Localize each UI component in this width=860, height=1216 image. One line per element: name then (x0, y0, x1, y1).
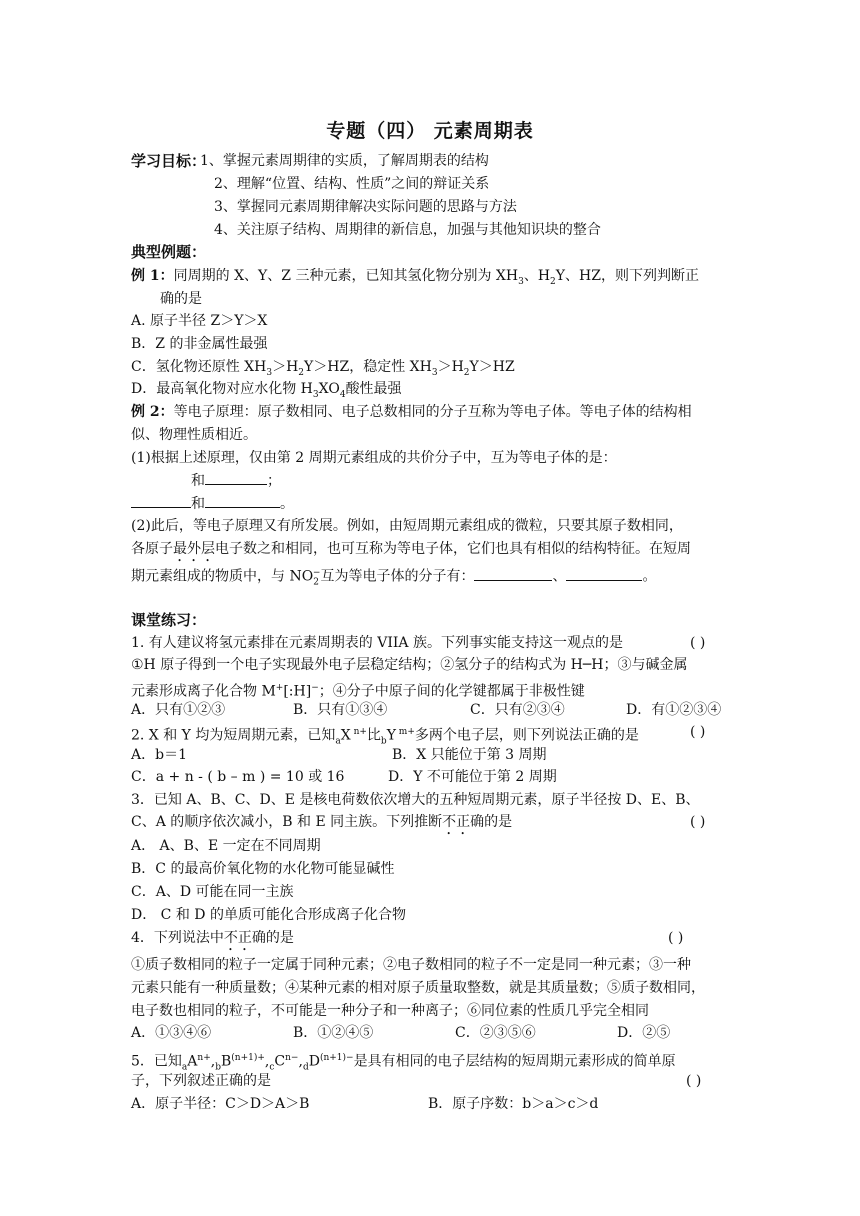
example-1-stem-cont: 确的是 (160, 291, 202, 307)
question-4-line2: 元素只能有一种质量数；④某种元素的相对原子质量取整数，就是其质量数；⑤质子数相同， (131, 980, 705, 996)
example-2-part-1: (1)根据上述原理，仅由第 2 周期元素组成的共价分子中，互为等电子体的是： (131, 450, 617, 466)
question-3-stem-cont: C、A 的顺序依次减小，B 和 E 同主族。下列推断不正确的是 (131, 814, 513, 830)
examples-heading: 典型例题： (131, 243, 207, 261)
question-4-answer-paren[interactable]: ( ) (668, 930, 684, 946)
example-1-option-a: A. 原子半径 Z＞Y＞X (131, 313, 268, 329)
answer-blank[interactable] (131, 493, 191, 508)
question-5-option-a: A．原子半径：C＞D＞A＞B (131, 1096, 310, 1112)
question-1-option-c: C．只有②③④ (470, 702, 565, 718)
example-1-stem: 例 1：同周期的 X、Y、Z 三种元素，已知其氢化物分别为 $XH_3$、$H_2Y$、HZ，则下列判断正 (131, 268, 699, 287)
example-2-stem: 例 2：等电子原理：原子数相同、电子总数相同的分子互称为等电子体。等电子体的结构相 (131, 404, 692, 420)
question-5-stem: 5．已知$_aA^{n+},_bB^{(n+1)+},_cC^{n-},_dD^{(n+1)-}$是具有相同的电子层结构的短周期元素形成的简单原 (131, 1053, 676, 1073)
question-4-option-d: D．②⑤ (617, 1025, 671, 1041)
answer-blank[interactable] (205, 493, 280, 508)
question-3-option-a: A． A、B、E 一定在不同周期 (131, 838, 321, 854)
question-4-line1: ①质子数相同的粒子一定属于同种元素；②电子数相同的粒子不一定是同一种元素；③一种 (131, 957, 691, 973)
answer-blank[interactable] (474, 566, 552, 581)
question-1-line2: ①H 原子得到一个电子实现最外电子层稳定结构；②氢分子的结构式为 H─H；③与碱金属 (131, 657, 688, 673)
question-3-option-d: D． C 和 D 的单质可能化合形成离子化合物 (131, 907, 406, 923)
example-1-option-c: C．氢化物还原性 $XH_3>H_2Y>HZ$，稳定性 $XH_3>H_2Y>HZ$ (131, 359, 515, 378)
example-2-part-1-blanks-a: 和 ； (191, 470, 281, 491)
question-4-option-a: A．①③④⑥ (131, 1025, 212, 1041)
example-2-part-2: (2)此后，等电子原理又有所发展。例如，由短周期元素组成的微粒，只要其原子数相同， (131, 518, 683, 534)
example-1-option-b: B．Z 的非金属性最强 (131, 336, 268, 352)
example-2-part-1-blanks-b: 和 。 (131, 493, 294, 514)
question-5-stem-cont: 子，下列叙述正确的是 (131, 1073, 271, 1089)
question-4-option-b: B．①②④⑤ (293, 1025, 374, 1041)
question-2-answer-paren[interactable]: ( ) (690, 724, 706, 740)
page-title: 专题（四） 元素周期表 (326, 120, 534, 142)
example-2-part-2-line2: 各原子最外层电子数之和相同，也可互称为等电子体，它们也具有相似的结构特征。在短周 (131, 541, 691, 557)
question-1-answer-paren[interactable]: ( ) (690, 635, 706, 651)
question-1-option-b: B．只有①③④ (293, 702, 388, 718)
question-3-option-b: B．C 的最高价氧化物的水化物可能显碱性 (131, 861, 395, 877)
question-2-option-c: C．a + n - ( b – m ) = 10 或 16 (131, 769, 345, 785)
question-4-stem: 4．下列说法中不正确的是 (131, 930, 294, 946)
question-2-stem: 2. X 和 Y 均为短周期元素，已知$_a$X $^{n+}$比$_b$Y $^{m+}$多两个电子层，则下列说法正确的是 (131, 727, 639, 747)
example-2-label: 例 2： (131, 404, 174, 420)
goals-label: 学习目标： (131, 152, 207, 170)
example-2-part-2-line3: 期元素组成的物质中，与 $NO_2^-$互为等电子体的分子有： 、 。 (131, 563, 656, 592)
question-1-option-d: D．有①②③④ (626, 702, 722, 718)
question-5-option-b: B．原子序数：b＞a＞c＞d (428, 1096, 599, 1112)
question-1-option-a: A．只有①②③ (131, 702, 226, 718)
example-1-option-d: D．最高氧化物对应水化物 $H_3XO_4$酸性最强 (131, 381, 402, 400)
question-1-stem: 1. 有人建议将氢元素排在元素周期表的 VIIA 族。下列事实能支持这一观点的是 (131, 635, 623, 651)
goal-item-3: 3、掌握同元素周期律解决实际问题的思路与方法 (214, 199, 517, 215)
goal-item-4: 4、关注原子结构、周期律的新信息，加强与其他知识块的整合 (214, 222, 601, 238)
answer-blank[interactable] (566, 566, 642, 581)
question-3-answer-paren[interactable]: ( ) (690, 814, 706, 830)
goal-item-2: 2、理解“位置、结构、性质”之间的辩证关系 (214, 176, 490, 192)
question-2-option-a: A．b＝1 (131, 747, 187, 763)
example-1-label: 例 1： (131, 268, 174, 284)
question-1-line3: 元素形成离子化合物 M+[:H]−；④分子中原子间的化学键都属于非极性键 (131, 683, 585, 700)
answer-blank[interactable] (205, 470, 267, 485)
practice-heading: 课堂练习： (131, 611, 207, 629)
question-3-option-c: C．A、D 可能在同一主族 (131, 884, 294, 900)
question-3-stem: 3．已知 A、B、C、D、E 是核电荷数依次增大的五种短周期元素，原子半径按 D、E、B、 (131, 792, 700, 808)
goal-item-1: 1、掌握元素周期律的实质，了解周期表的结构 (200, 153, 489, 169)
example-2-stem-cont: 似、物理性质相近。 (131, 427, 257, 443)
question-4-option-c: C．②③⑤⑥ (455, 1025, 536, 1041)
question-2-option-b: B．X 只能位于第 3 周期 (392, 747, 547, 763)
question-5-answer-paren[interactable]: ( ) (686, 1073, 702, 1089)
question-2-option-d: D．Y 不可能位于第 2 周期 (388, 769, 557, 785)
question-4-line3: 电子数也相同的粒子，不可能是一种分子和一种离子；⑥同位素的性质几乎完全相同 (131, 1003, 649, 1019)
